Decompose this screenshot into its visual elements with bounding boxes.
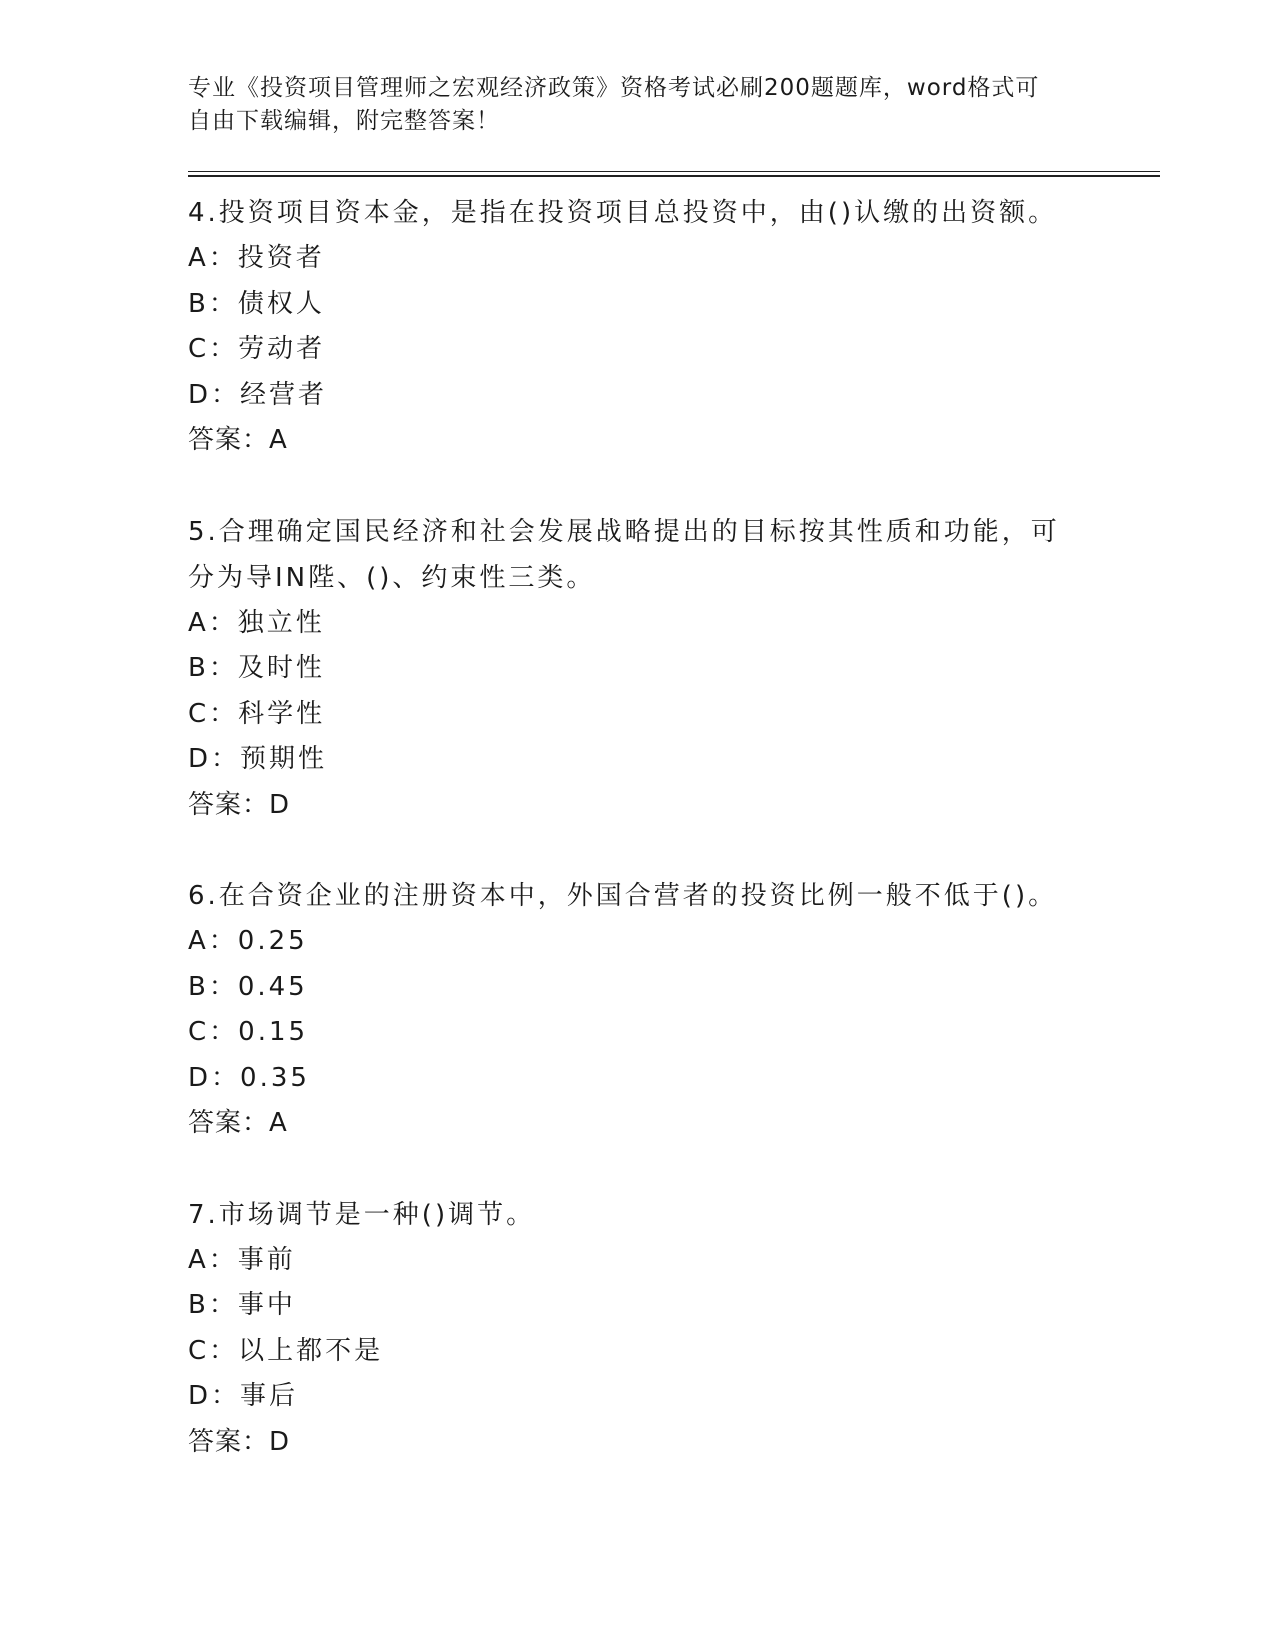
option-a: A：0.25	[188, 926, 308, 956]
option-c: C：劳动者	[188, 334, 326, 364]
option-c: C：以上都不是	[188, 1335, 384, 1366]
option-d: D：事后	[188, 1381, 299, 1411]
question-6	[188, 873, 1068, 1147]
question-7	[188, 1192, 1068, 1466]
answer-line: 答案：A	[188, 1108, 288, 1138]
question-stem-line-1: 5.合理确定国民经济和社会发展战略提出的目标按其性质和功能，可	[188, 516, 1060, 547]
option-c: C：科学性	[188, 698, 326, 729]
answer-line: 答案：D	[188, 789, 291, 820]
header-divider-thin	[188, 171, 1160, 172]
option-b: B：0.45	[188, 971, 308, 1002]
document-header	[188, 72, 1088, 138]
question-list	[188, 190, 1068, 1510]
option-d: D：预期性	[188, 744, 328, 774]
question-stem-line-2: 分为导IN陛、()、约束性三类。	[188, 562, 596, 593]
question-stem: 4.投资项目资本金，是指在投资项目总投资中，由()认缴的出资额。	[188, 198, 1058, 228]
option-d: D：经营者	[188, 379, 328, 410]
question-stem: 7.市场调节是一种()调节。	[188, 1199, 536, 1230]
header-line-2: 自由下载编辑，附完整答案！	[188, 108, 500, 134]
header-divider-thick	[188, 175, 1160, 177]
option-a: A：投资者	[188, 243, 325, 273]
answer-line: 答案：A	[188, 425, 288, 455]
question-5	[188, 509, 1068, 829]
option-b: B：事中	[188, 1290, 296, 1320]
option-b: B：债权人	[188, 288, 325, 319]
header-line-1: 专业《投资项目管理师之宏观经济政策》资格考试必刷200题题库，word格式可	[188, 75, 1040, 101]
option-b: B：及时性	[188, 653, 325, 683]
question-stem: 6.在合资企业的注册资本中，外国合营者的投资比例一般不低于()。	[188, 881, 1058, 911]
question-4	[188, 190, 1068, 464]
option-d: D：0.35	[188, 1062, 310, 1093]
answer-line: 答案：D	[188, 1426, 291, 1457]
option-a: A：事前	[188, 1244, 296, 1275]
option-c: C：0.15	[188, 1017, 309, 1047]
option-a: A：独立性	[188, 607, 325, 638]
